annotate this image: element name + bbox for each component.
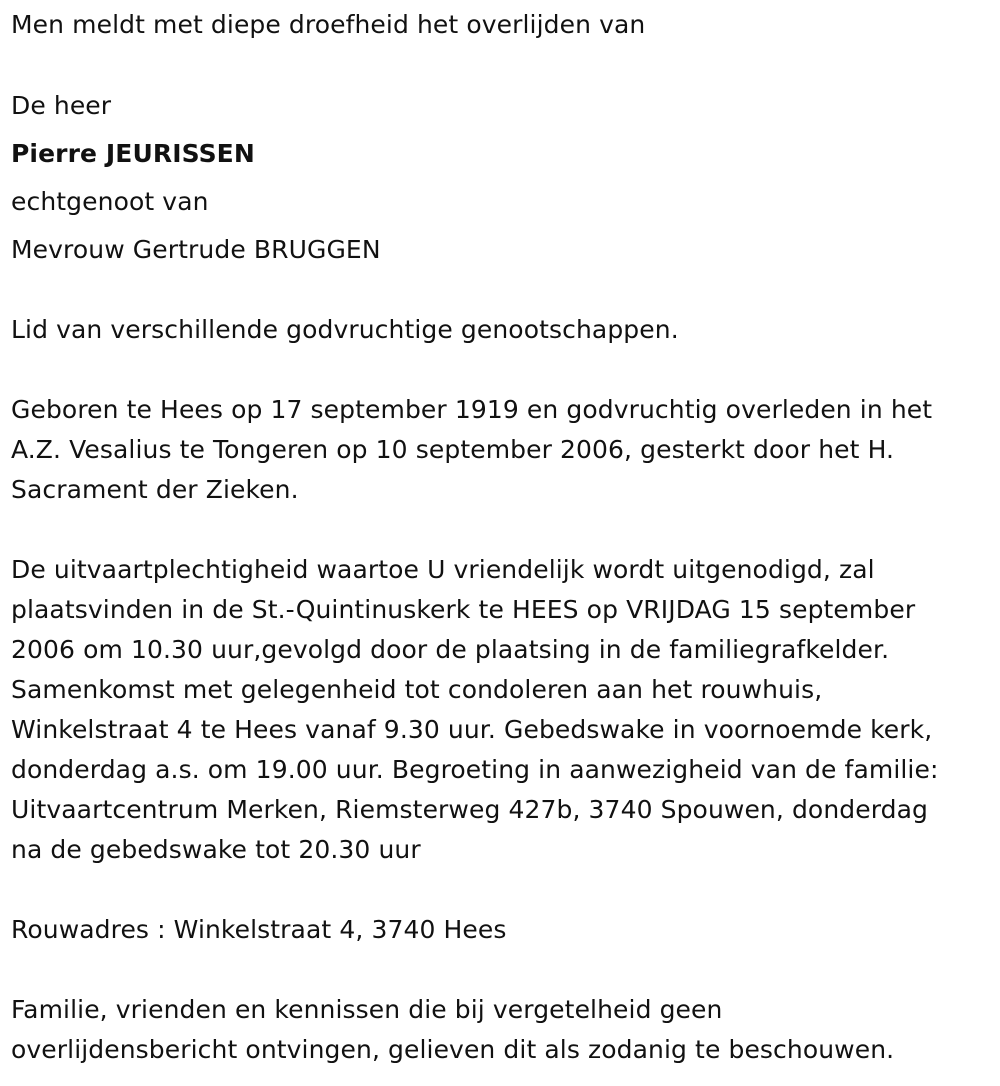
intro-text: Men meldt met diepe droefheid het overlijden van — [11, 10, 646, 39]
funeral-line: donderdag a.s. om 19.00 uur. Begroeting in aanwezigheid van de familie: — [11, 755, 939, 784]
birth-death-line: A.Z. Vesalius te Tongeren op 10 september 2006, gesterkt door het H. — [11, 435, 895, 464]
mourning-address: Rouwadres : Winkelstraat 4, 3740 Hees — [11, 915, 507, 944]
birth-death-line: Sacrament der Zieken. — [11, 475, 299, 504]
spouse-name: Mevrouw Gertrude BRUGGEN — [11, 235, 381, 264]
closing-line: Familie, vrienden en kennissen die bij vergetelheid geen — [11, 995, 723, 1024]
salutation: De heer — [11, 91, 112, 120]
funeral-line: Uitvaartcentrum Merken, Riemsterweg 427b, 3740 Spouwen, donderdag — [11, 795, 929, 824]
deceased-name: Pierre JEURISSEN — [11, 139, 255, 168]
funeral-line: Samenkomst met gelegenheid tot condoleren aan het rouwhuis, — [11, 675, 823, 704]
funeral-line: Winkelstraat 4 te Hees vanaf 9.30 uur. Gebedswake in voornoemde kerk, — [11, 715, 933, 744]
birth-death-line: Geboren te Hees op 17 september 1919 en godvruchtig overleden in het — [11, 395, 933, 424]
relation-text: echtgenoot van — [11, 187, 209, 216]
funeral-line: na de gebedswake tot 20.30 uur — [11, 835, 421, 864]
membership-text: Lid van verschillende godvruchtige genootschappen. — [11, 315, 679, 344]
funeral-line: plaatsvinden in de St.-Quintinuskerk te HEES op VRIJDAG 15 september — [11, 595, 916, 624]
funeral-line: De uitvaartplechtigheid waartoe U vriendelijk wordt uitgenodigd, zal — [11, 555, 875, 584]
closing-line: overlijdensbericht ontvingen, gelieven dit als zodanig te beschouwen. — [11, 1035, 895, 1064]
funeral-line: 2006 om 10.30 uur,gevolgd door de plaatsing in de familiegrafkelder. — [11, 635, 890, 664]
